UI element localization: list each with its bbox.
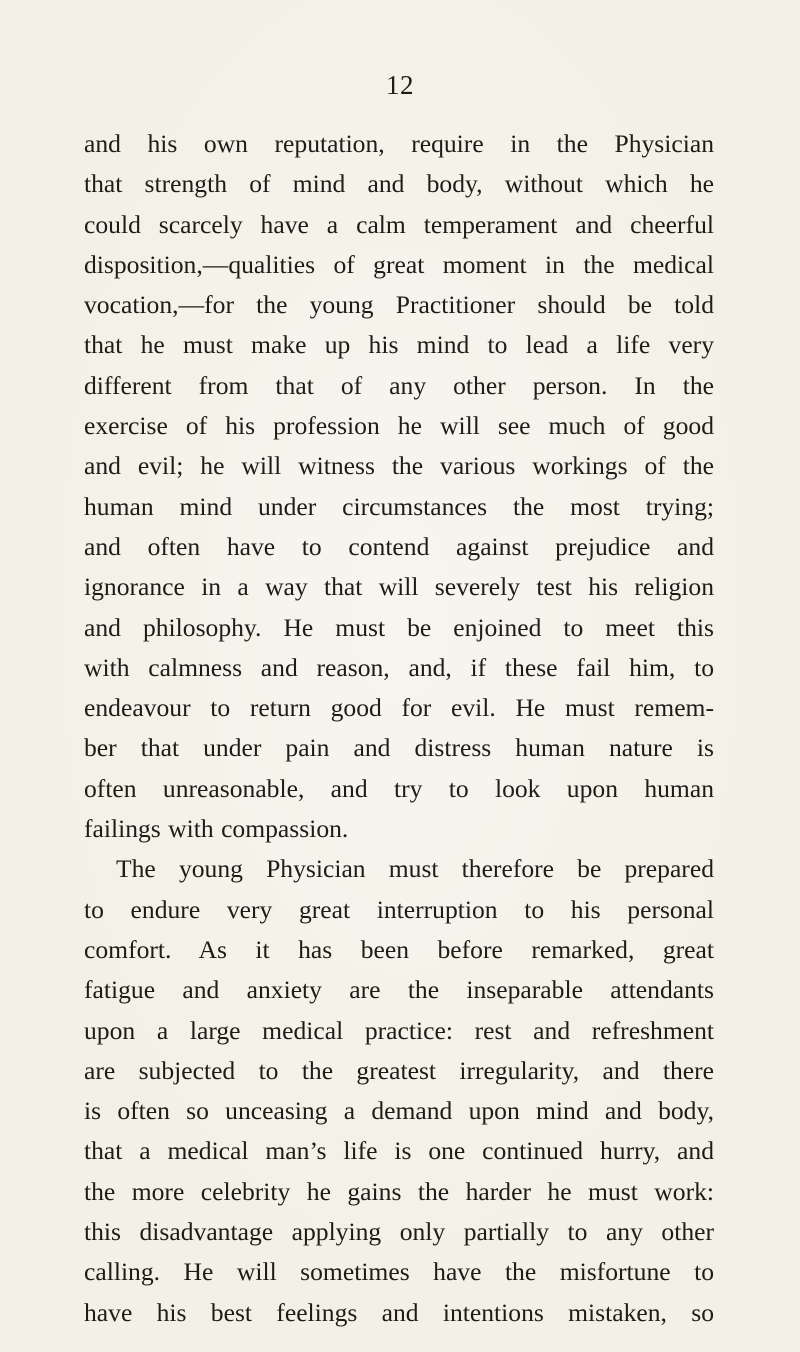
- text-line: human mind under circumstances the most trying;: [84, 491, 714, 521]
- text-line: exercise of his profession he will see much of good: [84, 411, 714, 441]
- text-line: that a medical man’s life is one continued hurry, and: [84, 1136, 714, 1166]
- text-line: often unreasonable, and try to look upon human: [84, 773, 714, 803]
- text-line: are subjected to the greatest irregularity, and there: [84, 1055, 714, 1085]
- text-line: calling. He will sometimes have the misfortune to: [84, 1257, 714, 1287]
- text-line: have his best feelings and intentions mistaken, so: [84, 1297, 714, 1327]
- paragraph-end-line: failings with compassion.: [84, 814, 349, 844]
- text-line: ignorance in a way that will severely test his religion: [84, 572, 714, 602]
- text-line: and evil; he will witness the various workings of the: [84, 451, 714, 481]
- text-line: ber that under pain and distress human nature is: [84, 733, 714, 763]
- text-line: vocation,—for the young Practitioner should be told: [84, 290, 714, 320]
- text-line: and his own reputation, require in the Physician: [84, 129, 714, 158]
- text-line: could scarcely have a calm temperament and cheerful: [84, 209, 714, 239]
- text-line: with calmness and reason, and, if these fail him, to: [84, 652, 714, 682]
- text-line: to endure very great interruption to his personal: [84, 894, 714, 924]
- text-line: endeavour to return good for evil. He must remem-: [84, 693, 714, 723]
- text-line: this disadvantage applying only partially to any other: [84, 1217, 714, 1247]
- text-line: and philosophy. He must be enjoined to meet this: [84, 612, 714, 642]
- text-line: that he must make up his mind to lead a life very: [84, 330, 714, 360]
- page-number: 12: [386, 70, 414, 100]
- text-line: that strength of mind and body, without which he: [84, 169, 714, 199]
- text-line: comfort. As it has been before remarked, great: [84, 934, 714, 964]
- text-line: fatigue and anxiety are the inseparable attendants: [84, 975, 714, 1005]
- text-line: upon a large medical practice: rest and refreshment: [84, 1015, 714, 1045]
- paragraph-start-line: The young Physician must therefore be prepared: [116, 854, 714, 884]
- text-line: and often have to contend against prejudice and: [84, 531, 714, 561]
- text-line: disposition,—qualities of great moment in the medical: [84, 249, 714, 279]
- text-line: the more celebrity he gains the harder he must work:: [84, 1176, 714, 1206]
- body-text: [84, 124, 714, 1333]
- text-line: different from that of any other person. In the: [84, 370, 714, 400]
- text-line: is often so unceasing a demand upon mind and body,: [84, 1096, 714, 1126]
